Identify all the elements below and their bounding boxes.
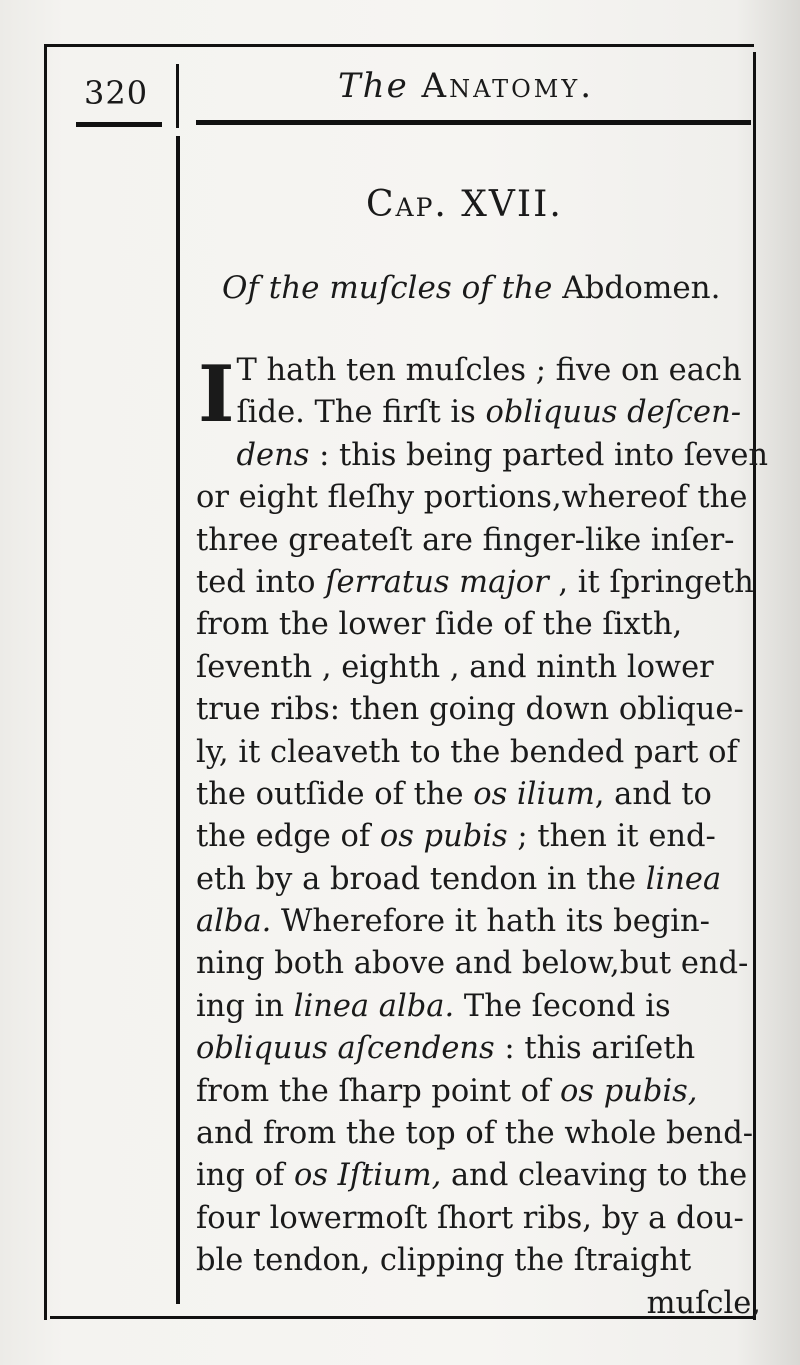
text-run: ſide. The firſt is bbox=[236, 395, 486, 431]
body-paragraph bbox=[196, 349, 769, 1325]
text-line bbox=[196, 477, 761, 519]
running-title-caps: Anatomy. bbox=[421, 66, 594, 106]
drop-cap: I bbox=[198, 349, 235, 440]
header-underline-right bbox=[196, 120, 751, 125]
left-border-rule bbox=[44, 44, 47, 1320]
text-run: ; then it end- bbox=[507, 819, 716, 855]
text-run: eth by a broad tendon in the bbox=[196, 861, 646, 897]
section-title-roman: Abdomen. bbox=[562, 270, 721, 306]
text-run: four lowermoſt ſhort ribs, by a dou- bbox=[196, 1200, 744, 1236]
section-title bbox=[222, 270, 721, 306]
italic-term: linea bbox=[645, 861, 722, 897]
text-run: : this ariſeth bbox=[494, 1031, 696, 1067]
text-line bbox=[196, 520, 761, 562]
running-title bbox=[338, 66, 594, 106]
italic-term: os ilium bbox=[473, 776, 595, 812]
text-run: and from the top of the whole bend- bbox=[196, 1116, 754, 1152]
text-run: from the ſharp point of bbox=[196, 1073, 560, 1109]
text-line bbox=[196, 1240, 761, 1282]
text-run: ing of bbox=[196, 1158, 294, 1194]
text-line bbox=[196, 1283, 761, 1325]
text-line bbox=[196, 986, 761, 1028]
margin-column-rule bbox=[176, 136, 180, 1304]
text-run: ning both above and below,but end- bbox=[196, 946, 749, 982]
text-line bbox=[196, 1071, 761, 1113]
running-title-italic: The bbox=[338, 66, 409, 106]
page-number: 320 bbox=[84, 74, 149, 112]
text-line bbox=[196, 1198, 761, 1240]
italic-term: obliquus deſcen- bbox=[485, 395, 742, 431]
text-run: true ribs: then going down oblique- bbox=[196, 692, 744, 728]
chapter-heading: Cap. XVII. bbox=[366, 184, 563, 225]
header-underline-left bbox=[76, 122, 162, 127]
text-line bbox=[196, 562, 761, 604]
text-line bbox=[196, 1028, 761, 1070]
text-line bbox=[196, 901, 761, 943]
text-run: three greateſt are finger-like inſer- bbox=[196, 522, 735, 558]
text-line bbox=[196, 774, 761, 816]
text-run: : this being parted into ſeven bbox=[309, 437, 769, 473]
italic-term: obliquus aſcendens bbox=[196, 1031, 495, 1067]
text-run: from the lower ſide of the ſixth, bbox=[196, 607, 683, 643]
header-divider-vertical bbox=[176, 64, 179, 128]
text-line bbox=[196, 689, 761, 731]
text-line bbox=[196, 350, 761, 392]
italic-term: alba. bbox=[196, 904, 272, 940]
text-run: ſeventh , eighth , and ninth lower bbox=[196, 649, 714, 685]
text-run: The ſecond is bbox=[454, 988, 671, 1024]
italic-term: linea alba. bbox=[293, 988, 455, 1024]
italic-term: ſerratus major bbox=[325, 564, 549, 600]
text-line bbox=[196, 392, 761, 434]
italic-term: dens bbox=[236, 437, 310, 473]
text-line bbox=[196, 816, 761, 858]
text-run: Wherefore it hath its begin- bbox=[271, 904, 710, 940]
text-run: , it ſpringeth bbox=[548, 564, 754, 600]
text-run: ted into bbox=[196, 564, 326, 600]
text-run: the edge of bbox=[196, 819, 380, 855]
italic-term: os pubis, bbox=[560, 1073, 698, 1109]
italic-term: os Iſtium, bbox=[293, 1158, 442, 1194]
text-run: and cleaving to the bbox=[441, 1158, 748, 1194]
text-line bbox=[196, 859, 761, 901]
text-run: ly, it cleaveth to the bended part of bbox=[196, 734, 738, 770]
top-border-rule bbox=[44, 44, 754, 47]
text-run: ble tendon, clipping the ſtraight bbox=[196, 1243, 692, 1279]
text-line bbox=[196, 943, 761, 985]
text-run: muſcle, bbox=[646, 1285, 761, 1321]
text-run: the outſide of the bbox=[196, 776, 474, 812]
text-run: , and to bbox=[594, 776, 712, 812]
italic-term: os pubis bbox=[379, 819, 508, 855]
text-run: or eight fleſhy portions,whereof the bbox=[196, 480, 748, 516]
section-title-italic: Of the muſcles of the bbox=[222, 270, 553, 306]
text-line bbox=[196, 1113, 761, 1155]
text-line bbox=[196, 435, 769, 477]
text-line bbox=[196, 732, 761, 774]
text-run: T hath ten muſcles ; five on each bbox=[236, 353, 742, 388]
text-line bbox=[196, 647, 761, 689]
text-run: ing in bbox=[196, 988, 294, 1024]
text-line bbox=[196, 604, 761, 646]
text-line bbox=[196, 1155, 761, 1197]
